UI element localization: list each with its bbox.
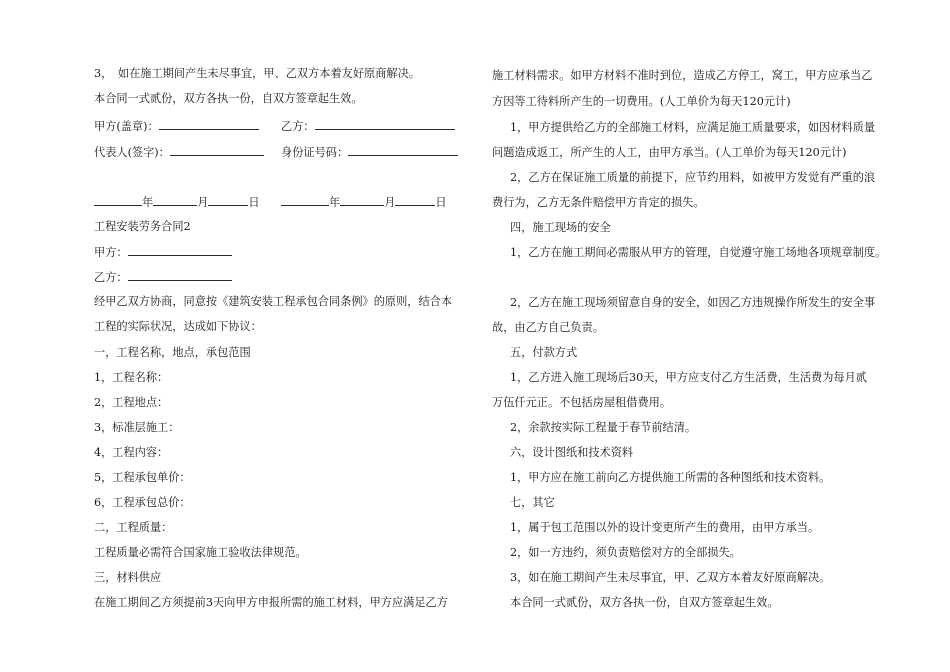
id-number-row (281, 144, 458, 161)
party-b-label: 乙方： (281, 120, 315, 133)
year-blank-a (94, 194, 142, 206)
intro-line-1: 经甲乙双方协商，同意按《建筑安装工程承包合同条例》的原则，结合本 (94, 295, 453, 308)
safety-clause-2b: 故，由乙方自己负责。 (492, 321, 604, 334)
party-a-2-row (94, 244, 232, 261)
id-number-label: 身份证号码： (281, 146, 349, 159)
day-blank-b (395, 194, 435, 206)
payment-clause-1b: 万伍仟元正。不包括房屋租借费用。 (492, 396, 672, 409)
party-b-blank (315, 118, 455, 130)
party-a-2-blank (128, 244, 232, 256)
item-project-content: 4，工程内容： (94, 446, 169, 459)
party-b-row (281, 118, 455, 135)
day-label-a: 日 (248, 196, 260, 209)
safety-clause-2a: 2，乙方在施工现场须留意自身的安全，如因乙方违规操作所发生的安全事 (510, 296, 876, 309)
material-text-2: 施工材料需求。如甲方材料不准时到位，造成乙方停工，窝工，甲方应承当乙 (492, 69, 873, 82)
party-a-2-label: 甲方： (94, 246, 128, 259)
drawings-clause-1: 1，甲方应在施工前向乙方提供施工所需的各种图纸和技术资料。 (510, 471, 831, 484)
rep-sign-row (94, 144, 264, 161)
party-b-2-label: 乙方： (94, 271, 128, 284)
rep-sign-blank (170, 144, 264, 156)
section-4-heading: 四，施工现场的安全 (510, 221, 611, 234)
party-a-seal-row (94, 118, 259, 135)
year-label-b: 年 (329, 196, 341, 209)
safety-clause-1: 1，乙方在施工期间必需服从甲方的管理，自觉遵守施工场地各项规章制度。 (510, 246, 887, 259)
clause-3-dispute: 3， 如在施工期间产生未尽事宜，甲、乙双方本着友好原商解决。 (94, 67, 420, 80)
year-blank-b (281, 194, 329, 206)
rep-sign-label: 代表人(签字)： (94, 146, 170, 159)
section-3-heading: 三，材料供应 (94, 571, 162, 584)
day-label-b: 日 (435, 196, 447, 209)
material-clause-1a: 1，甲方提供给乙方的全部施工材料，应满足施工质量要求，如因材料质量 (510, 121, 876, 134)
section-1-heading: 一，工程名称，地点，承包范围 (94, 346, 251, 359)
date-row-b (281, 194, 447, 211)
section-5-heading: 五，付款方式 (510, 346, 578, 359)
intro-line-2: 工程的实际状况，达成如下协议： (94, 320, 262, 333)
other-clause-3: 3，如在施工期间产生未尽事宜，甲、乙双方本着友好原商解决。 (510, 571, 831, 584)
payment-clause-2: 2，余款按实际工程量于春节前结清。 (510, 421, 697, 434)
month-label-a: 月 (197, 196, 209, 209)
date-row-a (94, 194, 260, 211)
party-a-seal-label: 甲方(盖章)： (94, 120, 159, 133)
item-unit-price: 5，工程承包单价： (94, 471, 191, 484)
material-text-3: 方因等工待料所产生的一切费用。(人工单价为每天120元计) (492, 95, 791, 108)
item-standard-floor: 3，标准层施工： (94, 421, 180, 434)
payment-clause-1a: 1，乙方进入施工现场后30天，甲方应支付乙方生活费，生活费为每月贰 (510, 371, 867, 384)
year-label-a: 年 (142, 196, 154, 209)
item-total-price: 6，工程承包总价： (94, 496, 191, 509)
party-b-2-blank (128, 269, 232, 281)
id-number-blank (348, 144, 458, 156)
other-clause-1: 1，属于包工范围以外的设计变更所产生的费用，由甲方承当。 (510, 521, 820, 534)
material-clause-1b: 问题造成返工，所产生的人工，由甲方承当。(人工单价为每天120元计) (492, 146, 847, 159)
day-blank-a (208, 194, 248, 206)
item-project-location: 2，工程地点： (94, 396, 169, 409)
section-7-heading: 七，其它 (510, 496, 555, 509)
material-text-1: 在施工期间乙方须提前3天向甲方申报所需的施工材料，甲方应满足乙方 (94, 596, 448, 609)
party-a-seal-blank (159, 118, 259, 130)
copies-clause-2: 本合同一式贰份，双方各执一份，自双方签章起生效。 (510, 596, 779, 609)
item-project-name: 1，工程名称： (94, 371, 169, 384)
material-clause-2b: 费行为，乙方无条件赔偿甲方肯定的损失。 (492, 196, 705, 209)
section-6-heading: 六，设计图纸和技术资料 (510, 446, 634, 459)
month-label-b: 月 (384, 196, 396, 209)
month-blank-a (153, 194, 197, 206)
material-clause-2a: 2，乙方在保证施工质量的前提下，应节约用料，如被甲方发觉有严重的浪 (510, 171, 876, 184)
section-2-heading: 二，工程质量： (94, 521, 173, 534)
other-clause-2: 2，如一方违约，须负责赔偿对方的全部损失。 (510, 546, 741, 559)
contract-2-title: 工程安装劳务合同2 (94, 220, 191, 233)
party-b-2-row (94, 269, 232, 286)
copies-clause: 本合同一式贰份，双方各执一份，自双方签章起生效。 (94, 92, 363, 105)
quality-text: 工程质量必需符合国家施工验收法律规范。 (94, 546, 307, 559)
month-blank-b (340, 194, 384, 206)
